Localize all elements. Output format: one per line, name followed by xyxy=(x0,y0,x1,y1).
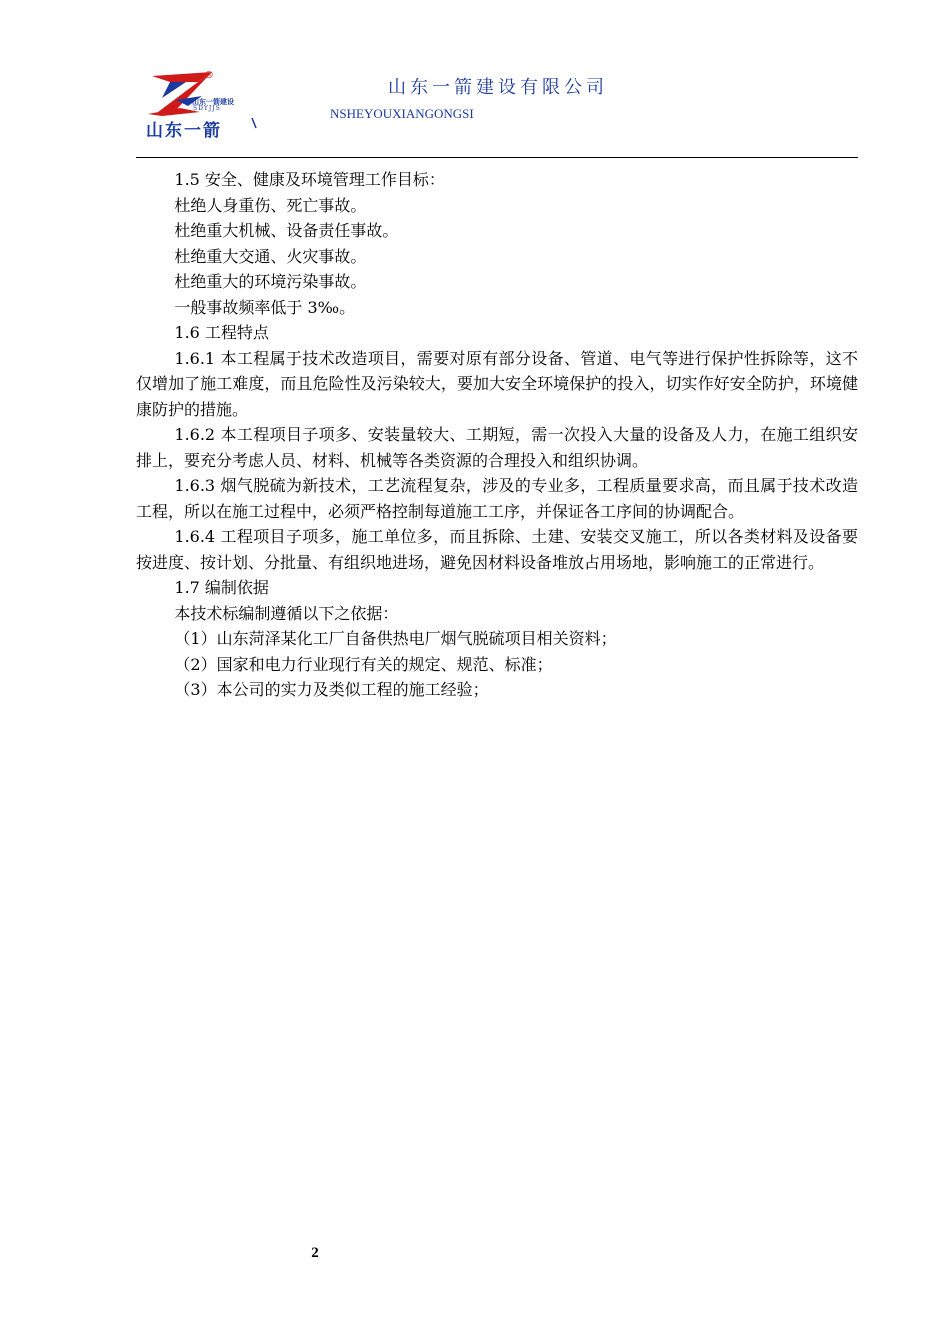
basis-item: （1）山东菏泽某化工厂自备供热电厂烟气脱硫项目相关资料； xyxy=(174,629,617,648)
goal-item: 杜绝重大机械、设备责任事故。 xyxy=(174,221,399,240)
company-pinyin: NSHEYOUXIANGONGSI xyxy=(330,106,474,121)
page-header xyxy=(0,0,950,160)
header-divider xyxy=(136,157,858,158)
page-number: 2 xyxy=(311,1245,319,1261)
section-heading-1-5: 1.5 安全、健康及环境管理工作目标： xyxy=(174,170,445,189)
basis-item: （2）国家和电力行业现行有关的规定、规范、标准； xyxy=(174,654,553,674)
logo-small-latin: SDYJJS xyxy=(193,105,221,112)
paragraph-1-6-2: 1.6.2 本工程项目子项多、安装量较大、工期短，需一次投入大量的设备及人力，在施工组织安排上，要充分考虑人员、材料、机械等各类资源的合理投入和组织协调。 xyxy=(136,425,858,470)
basis-item: （3）本公司的实力及类似工程的施工经验； xyxy=(174,680,489,699)
goal-item: 杜绝人身重伤、死亡事故。 xyxy=(174,195,367,215)
paragraph-1-6-1: 1.6.1 本工程属于技术改造项目，需要对原有部分设备、管道、电气等进行保护性拆除等，这不仅增加了施工难度，而且危险性及污染较大，要加大安全环境保护的投入，切实作好安全防护，环境健康防护的措施。 xyxy=(136,348,858,419)
logo-small-text: 山东一箭建设 xyxy=(192,98,234,106)
basis-intro: 本技术标编制遵循以下之依据： xyxy=(174,603,399,623)
registered-mark: ® xyxy=(204,70,214,81)
company-name: 山东一箭建设有限公司 xyxy=(388,77,608,98)
logo-text: 山东一箭 xyxy=(146,121,222,141)
goal-item: 一般事故频率低于 3‰。 xyxy=(174,297,356,317)
document-body xyxy=(136,167,858,703)
goal-item: 杜绝重大交通、火灾事故。 xyxy=(174,246,367,266)
paragraph-1-6-3: 1.6.3 烟气脱硫为新技术，工艺流程复杂，涉及的专业多，工程质量要求高，而且属于技术改造工程，所以在施工过程中，必须严格控制每道施工工序，并保证各工序间的协调配合。 xyxy=(136,476,858,521)
section-heading-1-6: 1.6 工程特点 xyxy=(174,323,269,342)
section-heading-1-7: 1.7 编制依据 xyxy=(174,578,269,597)
paragraph-1-6-4: 1.6.4 工程项目子项多，施工单位多，而且拆除、土建、安装交叉施工，所以各类材料及设备要按进度、按计划、分批量、有组织地进场，避免因材料设备堆放占用场地，影响施工的正常进行。 xyxy=(136,527,858,572)
goal-item: 杜绝重大的环境污染事故。 xyxy=(174,272,367,291)
